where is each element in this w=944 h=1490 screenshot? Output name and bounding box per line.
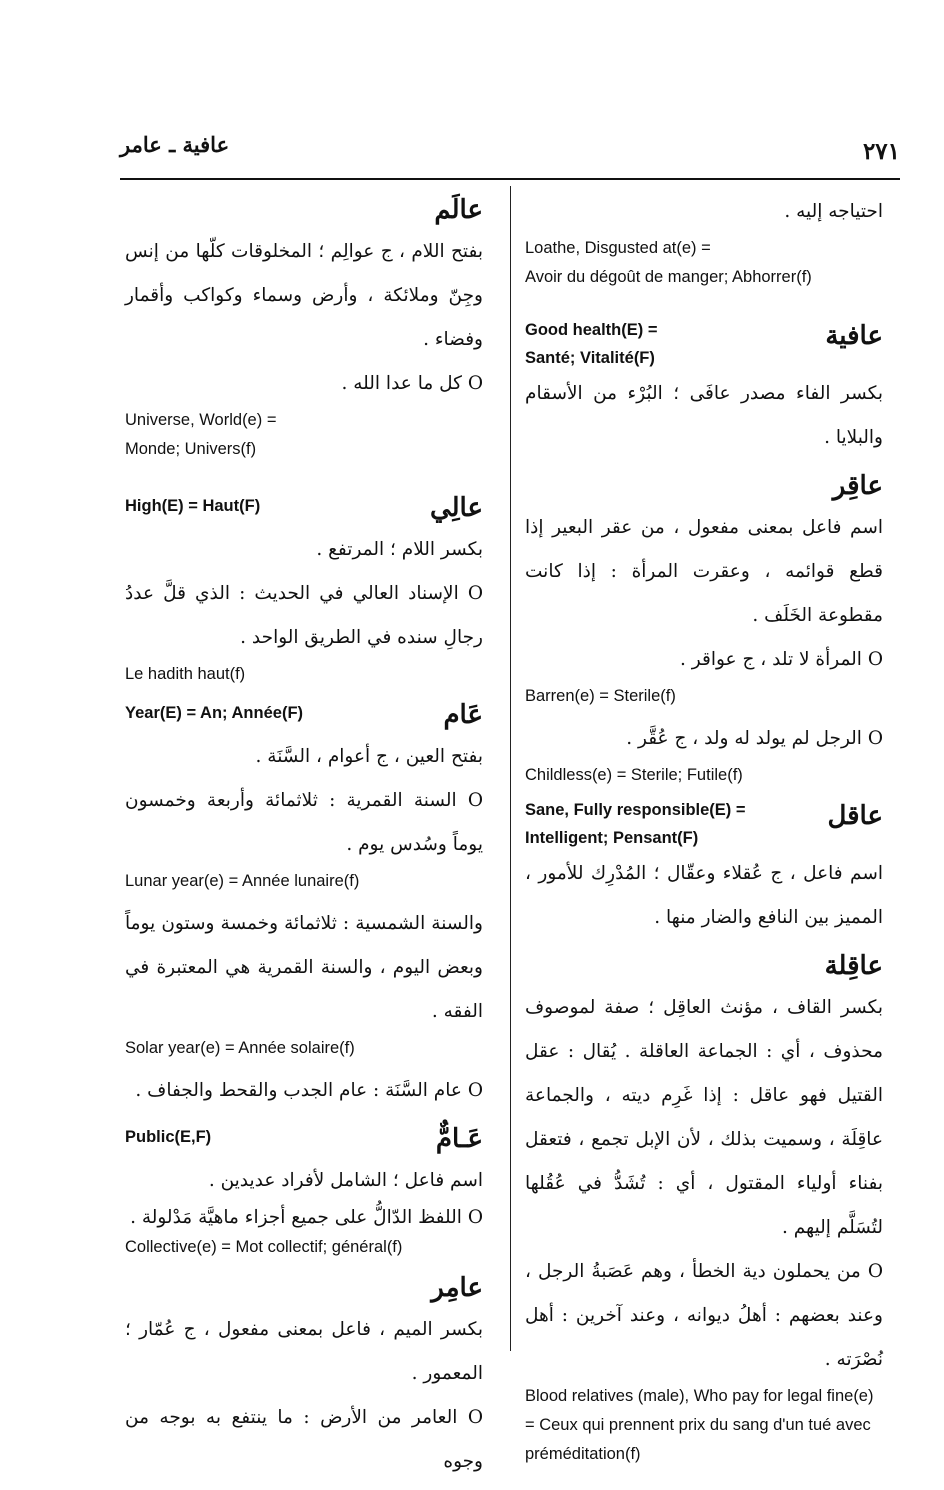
continuation-french: Avoir du dégoût de manger; Abhorrer(f) <box>525 268 812 286</box>
definition-arabic: اسم فاعل ؛ الشامل لأفراد عديدين . <box>208 1170 483 1191</box>
sense-translation: Barren(e) = Sterile(f) <box>525 687 676 705</box>
continuation-arabic: احتياجه إليه . <box>784 201 883 222</box>
sense-arabic: O الإسناد العالي في الحديث : الذي قلَّ عددُ رجالِ سنده في الطريق الواحد . <box>125 583 483 648</box>
definition-arabic: اسم فاعل بمعنى مفعول ، من عقر البعير إذا قطع قوائمه ، وعقرت المرأة : إذا كانت مقطوعة الخَلَف . <box>525 517 883 626</box>
sense-arabic: O السنة القمرية : ثلاثمائة وأربعة وخمسون يوماً وسُدس يوم . <box>125 790 483 855</box>
column-divider <box>510 186 511 1351</box>
headword-row <box>125 1119 483 1159</box>
left-column <box>125 190 483 1490</box>
right-column <box>525 190 883 1475</box>
gloss-block <box>525 316 657 372</box>
definition-arabic: بكسر الميم ، فاعل بمعنى مفعول ، ج عُمّار ؛ المعمور . <box>125 1319 483 1384</box>
headword: عاقل <box>827 801 883 831</box>
sense-translation: Blood relatives (male), Who pay for legal fine(e) = Ceux qui prennent prix du sang d'un tué avec préméditation(f) <box>525 1387 874 1463</box>
headword-row <box>525 796 883 852</box>
continuation-entry <box>525 190 883 292</box>
page-number: ٢٧١ <box>862 138 900 165</box>
headword: عاقِر <box>832 471 883 501</box>
gloss-english: Public(E,F) <box>125 1128 212 1146</box>
sense-arabic: والسنة الشمسية : ثلاثمائة وخمسة وستون يوماً وبعض اليوم ، والسنة القمرية هي المعتبرة في الفقه . <box>125 913 483 1022</box>
sense-translation: Collective(e) = Mot collectif; général(f) <box>125 1238 403 1256</box>
gloss-english: High(E) = Haut(F) <box>125 497 261 515</box>
sense-arabic: O العامر من الأرض : ما ينتفع به بوجه من وجوه <box>125 1407 483 1472</box>
sense-arabic: O كل ما عدا الله . <box>341 373 483 394</box>
headword: عَـامٌّ <box>435 1124 483 1154</box>
sense-arabic: O اللفظ الدّالُّ على جميع أجزاء ماهيَّة مَدْلولة . <box>130 1207 483 1228</box>
sense-arabic: O الرجل لم يولد له ولد ، ج عُقَّر . <box>626 728 883 749</box>
headword-row <box>525 316 883 372</box>
continuation-english: Loathe, Disgusted at(e) = <box>525 239 711 257</box>
headword: عافية <box>825 321 883 351</box>
headword: عامِر <box>431 1273 483 1303</box>
gloss-english: Good health(E) = <box>525 321 658 339</box>
headword: عالِي <box>429 493 483 523</box>
gloss-french: Santé; Vitalité(F) <box>525 349 655 367</box>
definition-arabic: اسم فاعل ، ج عُقلاء وعقّال ؛ المُدْرِك للأمور ، المميز بين النافع والضار منها . <box>525 863 883 928</box>
running-head: عافية ـ عامر <box>120 132 230 157</box>
entry-afiya <box>525 316 883 460</box>
headword: عاقِلة <box>824 951 883 981</box>
headword-row <box>125 695 483 735</box>
gloss-english: Year(E) = An; Année(F) <box>125 704 304 722</box>
entry-aqir <box>525 466 883 790</box>
definition-arabic: بفتح العين ، ج أعوام ، السَّنَة . <box>255 746 483 767</box>
definition-arabic: بكسر القاف ، مؤنث العاقِل ؛ صفة لموصوف محذوف ، أي : الجماعة العاقلة . يُقال : عقل القتيل فهو عاقل : إذا غَرِم ديته ، والجماعة عاقِلَة ، وسميت بذلك ، لأن الإبل تجمع ، فتعقل بفناء أولياء المقتول ، أي : تُشَدُّ في عُقُلها لتُسَلَّم إليهم . <box>525 997 883 1238</box>
definition-arabic: بكسر اللام ؛ المرتفع . <box>316 539 483 560</box>
gloss-french: Intelligent; Pensant(F) <box>525 829 699 847</box>
definition-arabic: بكسر الفاء مصدر عافَى ؛ البُرْء من الأسقام والبلايا . <box>525 383 883 448</box>
sense-translation: Monde; Univers(f) <box>125 440 257 458</box>
sense-arabic: O عام السَّنَة : عام الجدب والقحط والجفاف . <box>135 1080 483 1101</box>
entry-amir <box>125 1268 483 1484</box>
headword: عالَم <box>434 195 483 225</box>
headword-row <box>125 488 483 528</box>
headword: عَام <box>443 700 483 730</box>
definition-arabic: بفتح اللام ، ج عوالِم ؛ المخلوقات كلّها من إنس وجِنّ وملائكة ، وأرض وسماء وكواكب وأقمار وفضاء . <box>125 241 483 350</box>
entry-am <box>125 695 483 1113</box>
entry-aqila <box>525 946 883 1469</box>
sense-translation: Solar year(e) = Année solaire(f) <box>125 1039 355 1057</box>
gloss-english: Sane, Fully responsible(E) = <box>525 801 746 819</box>
sense-translation: Lunar year(e) = Année lunaire(f) <box>125 872 360 890</box>
entry-aqil <box>525 796 883 940</box>
sense-translation: Le hadith haut(f) <box>125 665 246 683</box>
sense-translation: Universe, World(e) = <box>125 411 277 429</box>
gloss-block <box>525 796 746 852</box>
header-rule <box>120 178 900 180</box>
entry-alam <box>125 190 483 464</box>
page-header <box>120 128 900 178</box>
entry-ali <box>125 488 483 689</box>
entry-amm <box>125 1119 483 1262</box>
sense-translation: Childless(e) = Sterile; Futile(f) <box>525 766 743 784</box>
sense-arabic: O من يحملون دية الخطأ ، وهم عَصَبةُ الرجل ، وعند بعضهم : أهلُ ديوانه ، وعند آخرين : أهل نُصْرَته . <box>525 1261 883 1370</box>
sense-arabic: O المرأة لا تلد ، ج عواقر . <box>680 649 883 670</box>
